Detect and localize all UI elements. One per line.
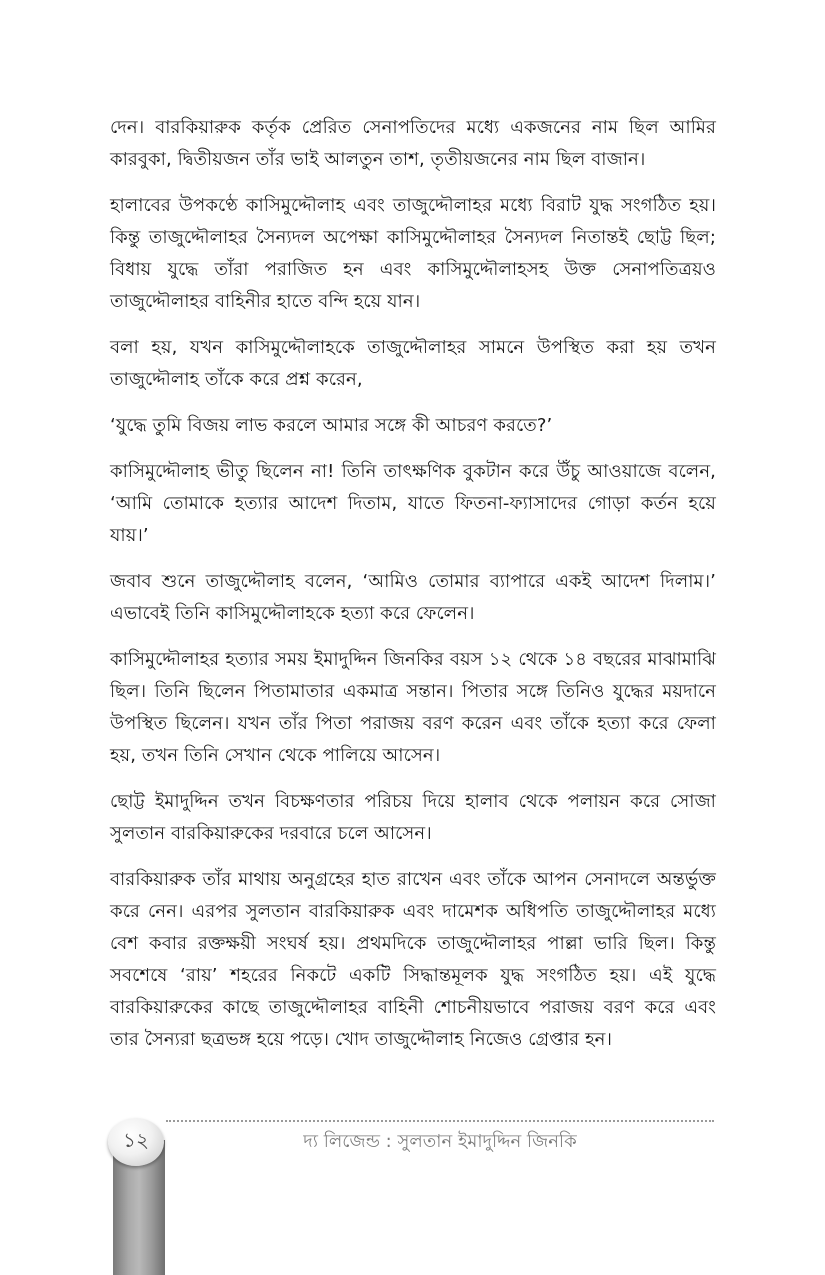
paragraph: বলা হয়, যখন কাসিমুদ্দৌলাহকে তাজুদ্দৌলাহর সামনে উপস্থিত করা হয় তখন তাজুদ্দৌলাহ তাঁকে করে প্রশ্ন করেন, xyxy=(110,337,716,390)
paragraph: জবাব শুনে তাজুদ্দৌলাহ বলেন, ‘আমিও তোমার ব্যাপারে একই আদেশ দিলাম।’ এভাবেই তিনি কাসিমুদ্দৌলাহকে হত্যা করে ফেলেন। xyxy=(110,571,716,624)
paragraph: ছোট্ট ইমাদুদ্দিন তখন বিচক্ষণতার পরিচয় দিয়ে হালাব থেকে পলায়ন করে সোজা সুলতান বারকিয়ারুকের দরবারে চলে আসেন। xyxy=(110,791,716,844)
paragraph: দেন। বারকিয়ারুক কর্তৃক প্রেরিত সেনাপতিদের মধ্যে একজনের নাম ছিল আমির কারবুকা, দ্বিতীয়জন তাঁর ভাই আলতুন তাশ, তৃতীয়জনের নাম ছিল বাজান। xyxy=(110,117,716,170)
paragraph: ‘যুদ্ধে তুমি বিজয় লাভ করলে আমার সঙ্গে কী আচরণ করতে?’ xyxy=(110,415,553,436)
footer-divider xyxy=(166,1120,714,1122)
page-number: ১২ xyxy=(123,1127,149,1152)
page-number-badge xyxy=(108,1118,164,1166)
paragraph: কাসিমুদ্দৌলাহর হত্যার সময় ইমাদুদ্দিন জিনকির বয়স ১২ থেকে ১৪ বছরের মাঝামাঝি ছিল। তিনি ছিলেন পিতামাতার একমাত্র সন্তান। পিতার সঙ্গে তিনিও যুদ্ধের ময়দানে উপস্থিত ছিলেন। যখন তাঁর পিতা পরাজয় বরণ করেন এবং তাঁকে হত্যা করে ফেলা হয়, তখন তিনি সেখান থেকে পালিয়ে আসেন। xyxy=(110,649,716,766)
paragraph: কাসিমুদ্দৌলাহ ভীতু ছিলেন না! তিনি তাৎক্ষণিক বুকটান করে উঁচু আওয়াজে বলেন, ‘আমি তোমাকে হত্যার আদেশ দিতাম, যাতে ফিতনা-ফ্যাসাদের গোড়া কর্তন হয়ে যায়।’ xyxy=(110,461,716,546)
running-footer-title: দ্য লিজেন্ড : সুলতান ইমাদুদ্দিন জিনকি xyxy=(303,1131,577,1152)
page-body xyxy=(110,112,716,1070)
paragraph: হালাবের উপকণ্ঠে কাসিমুদ্দৌলাহ এবং তাজুদ্দৌলাহর মধ্যে বিরাট যুদ্ধ সংগঠিত হয়। কিন্তু তাজুদ্দৌলাহর সৈন্যদল অপেক্ষা কাসিমুদ্দৌলাহর সৈন্যদল নিতান্তই ছোট্ট ছিল; বিধায় যুদ্ধে তাঁরা পরাজিত হন এবং কাসিমুদ্দৌলাহসহ উক্ত সেনাপতিত্রয়ও তাজুদ্দৌলাহর বাহিনীর হাতে বন্দি হয়ে যান। xyxy=(110,195,716,312)
paragraph: বারকিয়ারুক তাঁর মাথায় অনুগ্রহের হাত রাখেন এবং তাঁকে আপন সেনাদলে অন্তর্ভুক্ত করে নেন। এরপর সুলতান বারকিয়ারুক এবং দামেশক অধিপতি তাজুদ্দৌলাহর মধ্যে বেশ কবার রক্তক্ষয়ী সংঘর্ষ হয়। প্রথমদিকে তাজুদ্দৌলাহর পাল্লা ভারি ছিল। কিন্তু সবশেষে ‘রায়’ শহরের নিকটে একটি সিদ্ধান্তমূলক যুদ্ধ সংগঠিত হয়। এই যুদ্ধে বারকিয়ারুকের কাছে তাজুদ্দৌলাহর বাহিনী শোচনীয়ভাবে পরাজয় বরণ করে এবং তার সৈন্যরা ছত্রভঙ্গ হয়ে পড়ে। খোদ তাজুদ্দৌলাহ নিজেও গ্রেপ্তার হন। xyxy=(110,869,716,1050)
